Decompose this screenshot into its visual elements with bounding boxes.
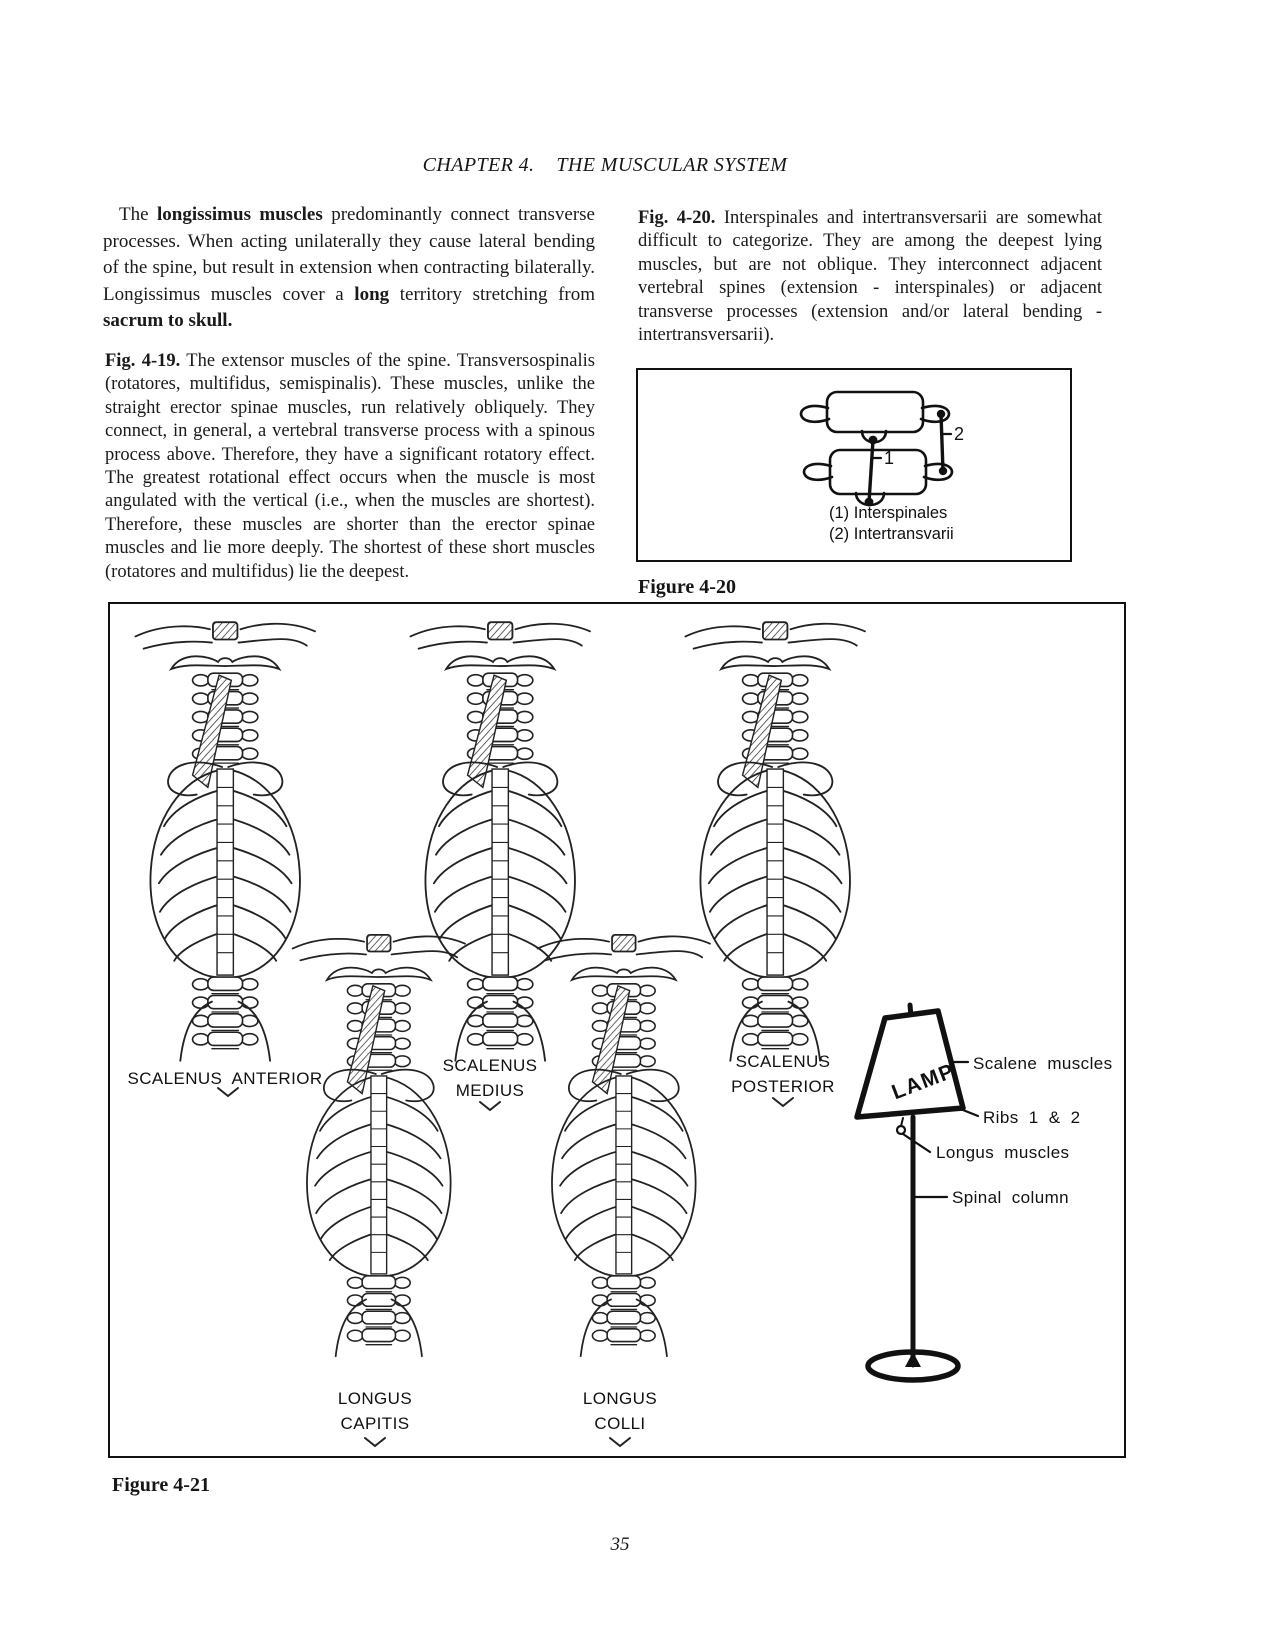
label-scalenus-posterior-line2: POSTERIOR [731,1077,835,1096]
leader-ribs [963,1110,978,1116]
label-longus-capitis [315,1386,435,1436]
chapter-heading [108,154,1102,177]
label-spinal-column: Spinal column [952,1188,1069,1207]
label-scalenus-medius [430,1053,550,1103]
figure-4-20-box [636,368,1072,562]
skeleton-scalenus-medius [410,622,590,1061]
caption-fig-4-20: Fig. 4-20. Interspinales and intertransversarii are somewhat difficult to categorize. They are among the deepest lying muscles, but are not oblique. They interconnect adjacent vertebral spines (extension - interspinales) or adjacent transverse processes (extension and/or lateral bending - intertransversarii). [638,208,1102,346]
skeleton-longus-capitis [293,935,465,1356]
intertransversarii-dot-lower [939,467,947,475]
label-scalene-muscles: Scalene muscles [973,1054,1113,1073]
label-longus-colli-line2: COLLI [594,1414,646,1433]
intertransversarii-dot-upper [937,410,945,418]
label-scalenus-posterior-line1: SCALENUS [735,1052,831,1071]
chapter-number: CHAPTER 4. [422,154,535,176]
marker-2: 2 [954,424,965,444]
skeleton-scalenus-anterior [135,622,315,1061]
chapter-title: THE MUSCULAR SYSTEM [556,154,788,176]
label-longus-capitis-line2: CAPITIS [340,1414,410,1433]
legend-intertransvarii: (2) Intertransvarii [829,525,954,543]
skeleton-scalenus-posterior [685,622,865,1061]
label-longus-colli [560,1386,680,1436]
label-lamp: LAMP [888,1059,959,1105]
caption-fig-4-19: Fig. 4-19. The extensor muscles of the spine. Transversospinalis (rotatores, multifidus, semispinalis). These muscles, unlike the straight erector spinae muscles, run relatively obliquely. They connect, in general, a vertebral transverse process with a spinous process above. Therefore, they have a significant rotatory effect. The greatest rotational effect occurs when the muscle is most angulated with the vertical (i.e., when the muscles are shortest). Therefore, these muscles are shorter than the erector spinae muscles and lie more deeply. The shortest of these short muscles (rotatores and multifidus) lie the deepest. [105,351,595,582]
label-scalenus-medius-line2: MEDIUS [455,1081,525,1100]
figure-4-21-caption: Figure 4-21 [112,1474,210,1496]
label-longus-muscles: Longus muscles [936,1143,1070,1162]
page-number: 35 [610,1534,630,1555]
lamp-switch-knob [897,1126,905,1134]
label-scalenus-anterior: SCALENUS ANTERIOR [127,1069,323,1088]
label-longus-capitis-line1: LONGUS [337,1389,413,1408]
figure-4-20-caption: Figure 4-20 [638,576,736,598]
label-chevrons [218,1088,793,1446]
label-ribs-1-2: Ribs 1 & 2 [983,1108,1081,1127]
leader-longus-muscles [903,1134,930,1152]
skeleton-longus-colli [538,935,710,1356]
marker-1: 1 [884,448,895,468]
label-scalenus-medius-line1: SCALENUS [442,1056,538,1075]
label-longus-colli-line1: LONGUS [582,1389,658,1408]
legend-interspinales: (1) Interspinales [829,504,948,522]
label-scalenus-posterior [721,1049,845,1099]
figure-4-21-art [107,600,1127,1458]
interspinales-dot-upper [869,436,878,445]
paragraph-longissimus: The longissimus muscles predominantly connect transverse processes. When acting unilaterally they cause lateral bending of the spine, but result in extension when contracting bilaterally. Longissimus muscles cover a long territory stretching from sacrum to skull. [103,204,596,331]
